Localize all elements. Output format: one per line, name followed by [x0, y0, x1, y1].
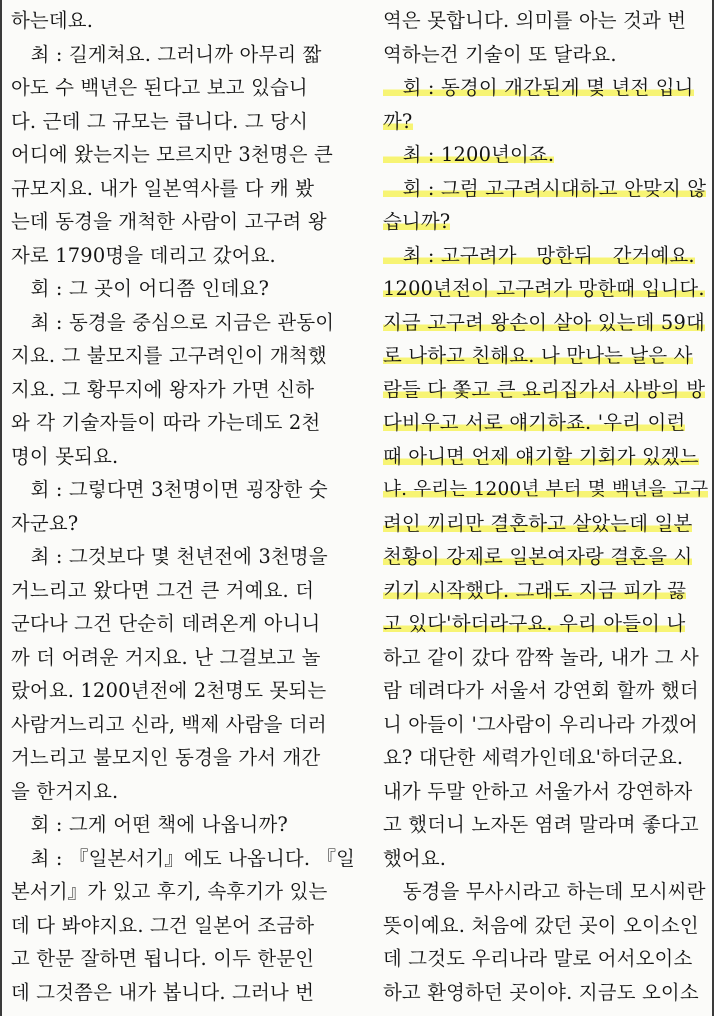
text-line: 요? 대단한 세력가인데요'하더군요. [383, 746, 684, 769]
text-line [383, 205, 708, 239]
text-line: 는데 동경을 개척한 사람이 고구려 왕 [11, 210, 327, 233]
highlighted-text: 고 있다'하더라구요. 우리 아들이 나 [383, 612, 686, 635]
highlighted-text: 다비우고 서로 얘기하죠. '우리 이런 [383, 411, 686, 434]
highlighted-text: 때 아니면 언제 얘기할 기회가 있겠느 [383, 444, 699, 468]
text-line: 지요. 그 황무지에 왕자가 가면 신하 [11, 377, 315, 401]
text-line: 거느리고 왔다면 그건 큰 거예요. 더 [11, 578, 315, 602]
text-line [383, 172, 708, 206]
text-line: 고 한문 잘하면 됩니다. 이두 한문인 [11, 947, 315, 970]
highlighted-text: 최 : 1200년이죠. [383, 143, 555, 166]
text-line: 역은 못합니다. 의미를 아는 것과 번 [383, 9, 687, 32]
text-line: 랐어요. 1200년전에 2천명도 못되는 [11, 679, 327, 702]
text-line [383, 239, 708, 273]
text-line [383, 473, 708, 507]
text-line: 회 : 그렇다면 3천명이면 굉장한 숫 [11, 478, 328, 501]
page-left-border [0, 0, 2, 1016]
highlighted-text: 키기 시작했다. 그래도 지금 피가 끓 [383, 578, 687, 602]
text-line [383, 105, 708, 139]
text-line [383, 272, 708, 306]
text-line: 규모지요. 내가 일본역사를 다 캐 봤 [11, 176, 315, 200]
text-line: 역하는건 기술이 또 달라요. [383, 42, 617, 66]
right-text-column [383, 4, 708, 1009]
text-line [383, 339, 708, 373]
text-line: 아도 수 백년은 된다고 보고 있습니 [11, 76, 308, 99]
text-line: 회 : 그 곳이 어디쯤 인데요? [11, 277, 270, 300]
text-line [383, 507, 708, 541]
text-line: 하고 환영하던 곳이야. 지금도 오이소 [383, 980, 699, 1004]
highlighted-text: 지금 고구려 왕손이 살아 있는데 59대 [383, 310, 705, 334]
highlighted-text: 습니까? [383, 210, 451, 233]
text-line: 최 : 『일본서기』에도 나옵니다. 『일 [11, 846, 356, 870]
left-text-column [11, 4, 356, 1009]
text-line: 하고 같이 갔다 깜짝 놀라, 내가 그 사 [383, 645, 699, 669]
text-line: 했어요. [383, 846, 447, 870]
text-line: 어디에 왔는지는 모르지만 3천명은 큰 [11, 143, 333, 166]
highlighted-text: 까? [383, 109, 413, 133]
highlighted-text: 람들 다 쫓고 큰 요리집가서 사방의 방 [383, 377, 706, 401]
text-line: 거느리고 불모지인 동경을 가서 개간 [11, 746, 321, 769]
text-line: 니 아들이 '그사람이 우리나라 가겠어 [383, 712, 698, 736]
text-line [383, 540, 708, 574]
text-line [383, 607, 708, 641]
text-line: 데 다 봐야지요. 그건 일본어 조금하 [11, 913, 315, 937]
text-line [383, 440, 708, 474]
highlighted-text: 천황이 강제로 일본여자랑 결혼을 시 [383, 545, 693, 568]
text-line [383, 406, 708, 440]
highlighted-text: 냐. 우리는 1200년 부터 몇 백년을 고구 [383, 479, 709, 500]
text-line: 최 : 동경을 중심으로 지금은 관동이 [11, 310, 335, 334]
text-line [383, 306, 708, 340]
text-line: 데 그것쯤은 내가 봅니다. 그러나 번 [11, 980, 315, 1004]
highlighted-text: 회 : 동경이 개간된게 몇 년전 입니 [383, 76, 694, 99]
highlighted-text: 1200년전이 고구려가 망한때 입니다. [383, 277, 705, 300]
text-line [383, 71, 708, 105]
highlighted-text: 최 : 고구려가 망한뒤 간거예요. [383, 243, 695, 267]
text-line: 동경을 무사시라고 하는데 모시씨란 [383, 880, 706, 903]
text-line: 람 데려다가 서울서 강연회 할까 했더 [383, 679, 699, 702]
text-line: 본서기』가 있고 후기, 속후기가 있는 [11, 880, 328, 903]
text-line: 자군요? [11, 511, 79, 535]
text-line: 명이 못되요. [11, 444, 119, 468]
text-line [383, 138, 708, 172]
text-line [383, 373, 708, 407]
text-line: 하는데요. [11, 9, 94, 32]
text-line: 와 각 기술자들이 따라 가는데도 2천 [11, 411, 321, 434]
text-line: 고 했더니 노자돈 염려 말라며 좋다고 [383, 813, 699, 836]
text-line: 다. 근데 그 규모는 큽니다. 그 당시 [11, 109, 309, 133]
highlighted-text: 려인 끼리만 결혼하고 살았는데 일본 [383, 511, 693, 535]
text-line: 회 : 그게 어떤 책에 나옵니까? [11, 813, 288, 836]
highlighted-text: 회 : 그럼 고구려시대하고 안맞지 않 [383, 176, 707, 200]
highlighted-text: 로 나하고 친해요. 나 만나는 날은 사 [383, 344, 693, 367]
text-line: 자로 1790명을 데리고 갔어요. [11, 243, 276, 267]
text-line: 내가 두말 안하고 서울가서 강연하자 [383, 779, 693, 803]
text-line: 지요. 그 불모지를 고구려인이 개척했 [11, 344, 327, 367]
text-line: 사람거느리고 신라, 백제 사람을 더러 [11, 712, 327, 736]
text-line: 최 : 길게쳐요. 그러니까 아무리 짧 [11, 42, 322, 66]
text-line: 을 한거지요. [11, 779, 119, 803]
text-line: 데 그것도 우리나라 말로 어서오이소 [383, 947, 693, 970]
text-line: 군다나 그건 단순히 데려온게 아니니 [11, 612, 321, 635]
text-line: 뜻이예요. 처음에 갔던 곳이 오이소인 [383, 913, 699, 937]
text-line: 최 : 그것보다 몇 천년전에 3천명을 [11, 545, 328, 568]
text-line [383, 574, 708, 608]
text-line: 까 더 어려운 거지요. 난 그걸보고 놀 [11, 645, 321, 669]
